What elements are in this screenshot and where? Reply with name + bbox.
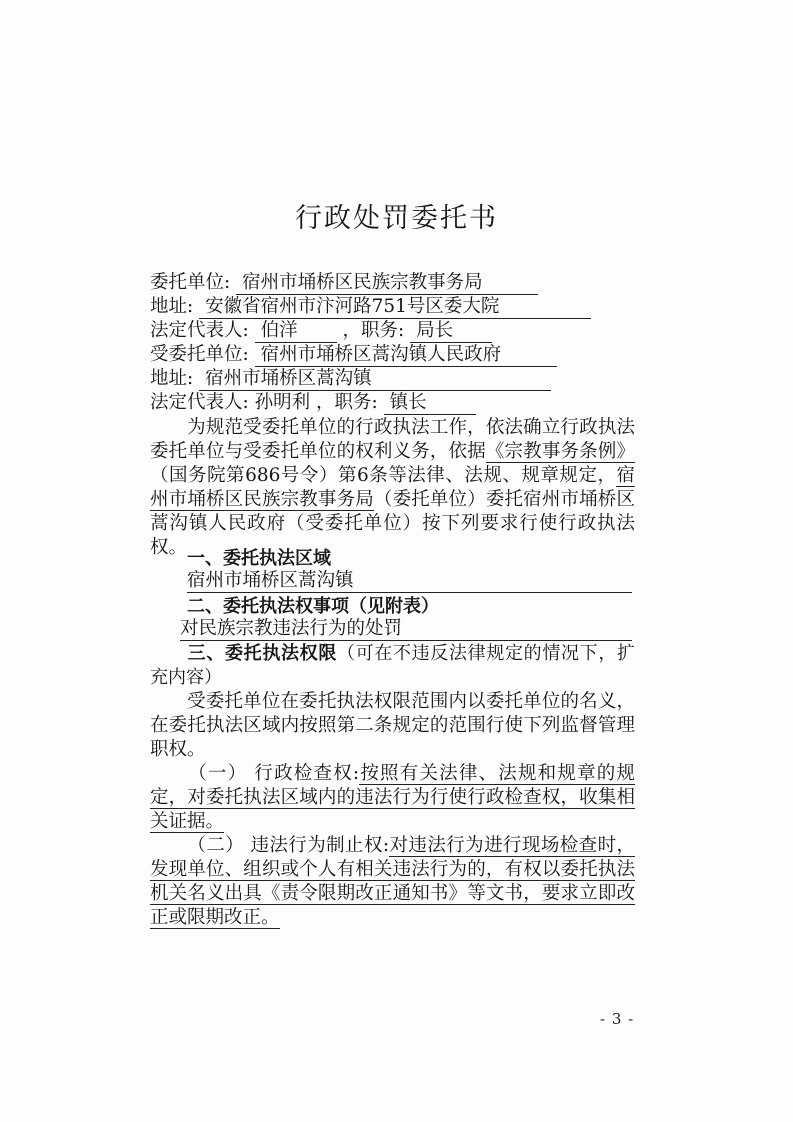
section3-body-text: 受委托单位在委托执法权限范围内以委托单位的名义，在委托执法区域内按照第二条规定的范围行使下列监督管理职权。 [150, 691, 635, 760]
section3-body [150, 690, 635, 762]
field-value: 宿州市埇桥区蒿沟镇人民政府 [255, 344, 557, 367]
field-label-duty: ，职务: [316, 392, 378, 413]
section3-note: （可在不违反法律规定的情况下，扩充内容） [150, 643, 635, 688]
field-value: 伯洋 [255, 320, 337, 343]
field-value: 宿州市埇桥区蒿沟镇 [199, 368, 551, 391]
field-value-duty: 镇长 [384, 392, 476, 415]
section1-value: 宿州市埇桥区蒿沟镇 [187, 570, 632, 593]
field-legal-rep-1 [150, 318, 492, 344]
item1-label: （一） 行政检查权: [187, 763, 360, 784]
field-value-duty: 局长 [410, 320, 492, 343]
section3-heading: 三、委托执法权限 [187, 643, 337, 664]
item2-text: 对违法行为进行现场检查时，发现单位、组织或个人有相关违法行为的，有权以委托执法机关名义出具《责令限期改正通知书》等文书，要求立即改正或限期改正。 [150, 835, 635, 928]
intro-paragraph [150, 416, 635, 560]
field-address-2 [150, 366, 551, 392]
intro-text-1: 为规范受委托单位的行政执法工作，依法确立行政执法委托单位与受委托单位的权利义务，依据 [150, 417, 635, 462]
intro-entrusting-unit: 宿州市埇桥区民族宗教事务局 [150, 465, 635, 510]
page-number: - 3 - [600, 1010, 635, 1028]
section2-heading: 二、委托执法权事项（见附表） [187, 596, 439, 617]
field-label: 地址: [150, 368, 194, 389]
field-label: 受委托单位: [150, 344, 249, 365]
field-entrusted-unit [150, 342, 557, 368]
item2-label: （二） 违法行为制止权: [187, 835, 390, 856]
intro-text-2: （国务院第686号令）第6条等法律、法规、规章规定， [150, 465, 617, 486]
field-label: 地址: [150, 296, 194, 317]
section2-value: 对民族宗教违法行为的处罚 [180, 618, 632, 641]
field-value: 孙明利 [254, 392, 311, 413]
field-value: 宿州市埇桥区民族宗教事务局 [236, 272, 538, 295]
item1-text: 按照有关法律、法规和规章的规定，对委托执法区域内的违法行为行使行政检查权，收集相关证据。 [150, 763, 635, 832]
field-label: 法定代表人: [150, 320, 249, 341]
intro-regulation: 《宗教事务条例》 [485, 441, 635, 462]
intro-text-3: （委托单位）委托宿州市埇桥区蒿沟镇人民政府（受委托单位）按下列要求行使行政执法权。 [150, 489, 635, 558]
section3-item1 [150, 762, 635, 834]
section1-heading: 一、委托执法区域 [187, 548, 331, 569]
section3-item2 [150, 834, 635, 930]
field-label: 委托单位: [150, 272, 231, 293]
document-title: 行政处罚委托书 [295, 203, 498, 234]
section3-heading-block [150, 642, 635, 690]
field-entrusting-unit [150, 270, 538, 296]
field-legal-rep-2 [150, 390, 476, 416]
field-label-duty: ，职务: [342, 320, 405, 341]
field-label: 法定代表人: [150, 392, 249, 413]
field-value: 安徽省宿州市汴河路751号区委大院 [199, 296, 591, 319]
field-address-1 [150, 294, 591, 320]
